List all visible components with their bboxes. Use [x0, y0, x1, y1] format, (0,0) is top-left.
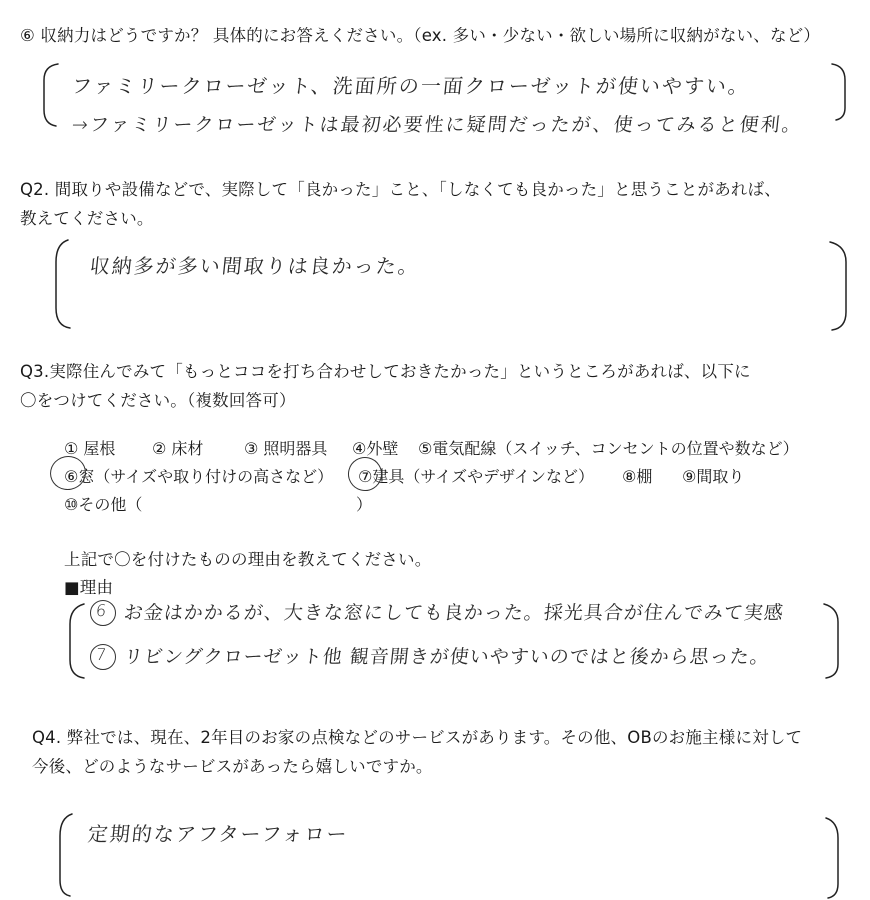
reason-num-1: 6 — [95, 601, 110, 620]
option-lighting: ③ 照明器具 — [244, 439, 328, 458]
option-other: ⑩その他（ — [64, 495, 143, 514]
q1-right-bracket — [832, 64, 845, 120]
option-roof: ① 屋根 — [64, 439, 116, 458]
option-window: ⑥窓（サイズや取り付けの高さなど） — [64, 467, 334, 486]
q3-right-bracket — [824, 604, 838, 678]
q1-question: ⑥ 収納力はどうですか？ 具体的にお答えください。（ex. 多い・少ない・欲しい場所に収納がない、など） — [20, 26, 821, 45]
q2-left-bracket — [56, 240, 70, 328]
q4-question-line2: 今後、どのようなサービスがあったら嬉しいですか。 — [32, 757, 433, 776]
q2-question-line1: Q2. 間取りや設備などで、実際して「良かった」こと、「しなくても良かった」と思うことがあれば、 — [20, 180, 781, 199]
reason-line1: お金はかかるが、大きな窓にしても良かった。採光具合が住んでみて実感 — [122, 602, 786, 624]
q4-question-line1: Q4. 弊社では、現在、2年目のお家の点検などのサービスがあります。その他、OBのお施主様に対して — [32, 728, 803, 747]
option-floor: ② 床材 — [152, 439, 204, 458]
option-shelf: ⑧棚 — [622, 467, 653, 486]
option-exterior-wall: ④外壁 — [352, 439, 399, 458]
option-other-close: ） — [356, 495, 373, 514]
q1-answer-line1: ファミリークローゼット、洗面所の一面クローゼットが使いやすい。 — [70, 74, 752, 98]
q3-question-line1: Q3.実際住んでみて「もっとココを打ち合わせしておきたかった」というところがあれば、以下に — [20, 362, 751, 381]
option-layout: ⑨間取り — [682, 467, 745, 486]
q1-left-bracket — [44, 64, 58, 126]
q2-right-bracket — [830, 242, 846, 330]
reason-prompt: 上記で〇を付けたものの理由を教えてください。 — [64, 550, 432, 569]
q3-left-bracket — [70, 604, 84, 678]
option-wiring: ⑤電気配線（スイッチ、コンセントの位置や数など） — [418, 439, 799, 458]
q2-question-line2: 教えてください。 — [20, 209, 154, 228]
q3-question-line2: 〇をつけてください。（複数回答可） — [20, 391, 296, 410]
option-fittings: ⑦建具（サイズやデザインなど） — [358, 467, 594, 486]
q1-answer-line2: →ファミリークローゼットは最初必要性に疑問だったが、使ってみると便利。 — [70, 114, 804, 136]
q4-left-bracket — [60, 814, 72, 896]
q2-answer: 収納多が多い間取りは良かった。 — [88, 254, 422, 278]
reason-line2: リビングクローゼット他 観音開きが使いやすいのではと後から思った。 — [122, 646, 771, 668]
q4-answer: 定期的なアフターフォロー — [86, 822, 350, 846]
reason-label: ■理由 — [64, 578, 114, 597]
reason-num-2: 7 — [95, 645, 110, 664]
q4-right-bracket — [826, 818, 838, 898]
